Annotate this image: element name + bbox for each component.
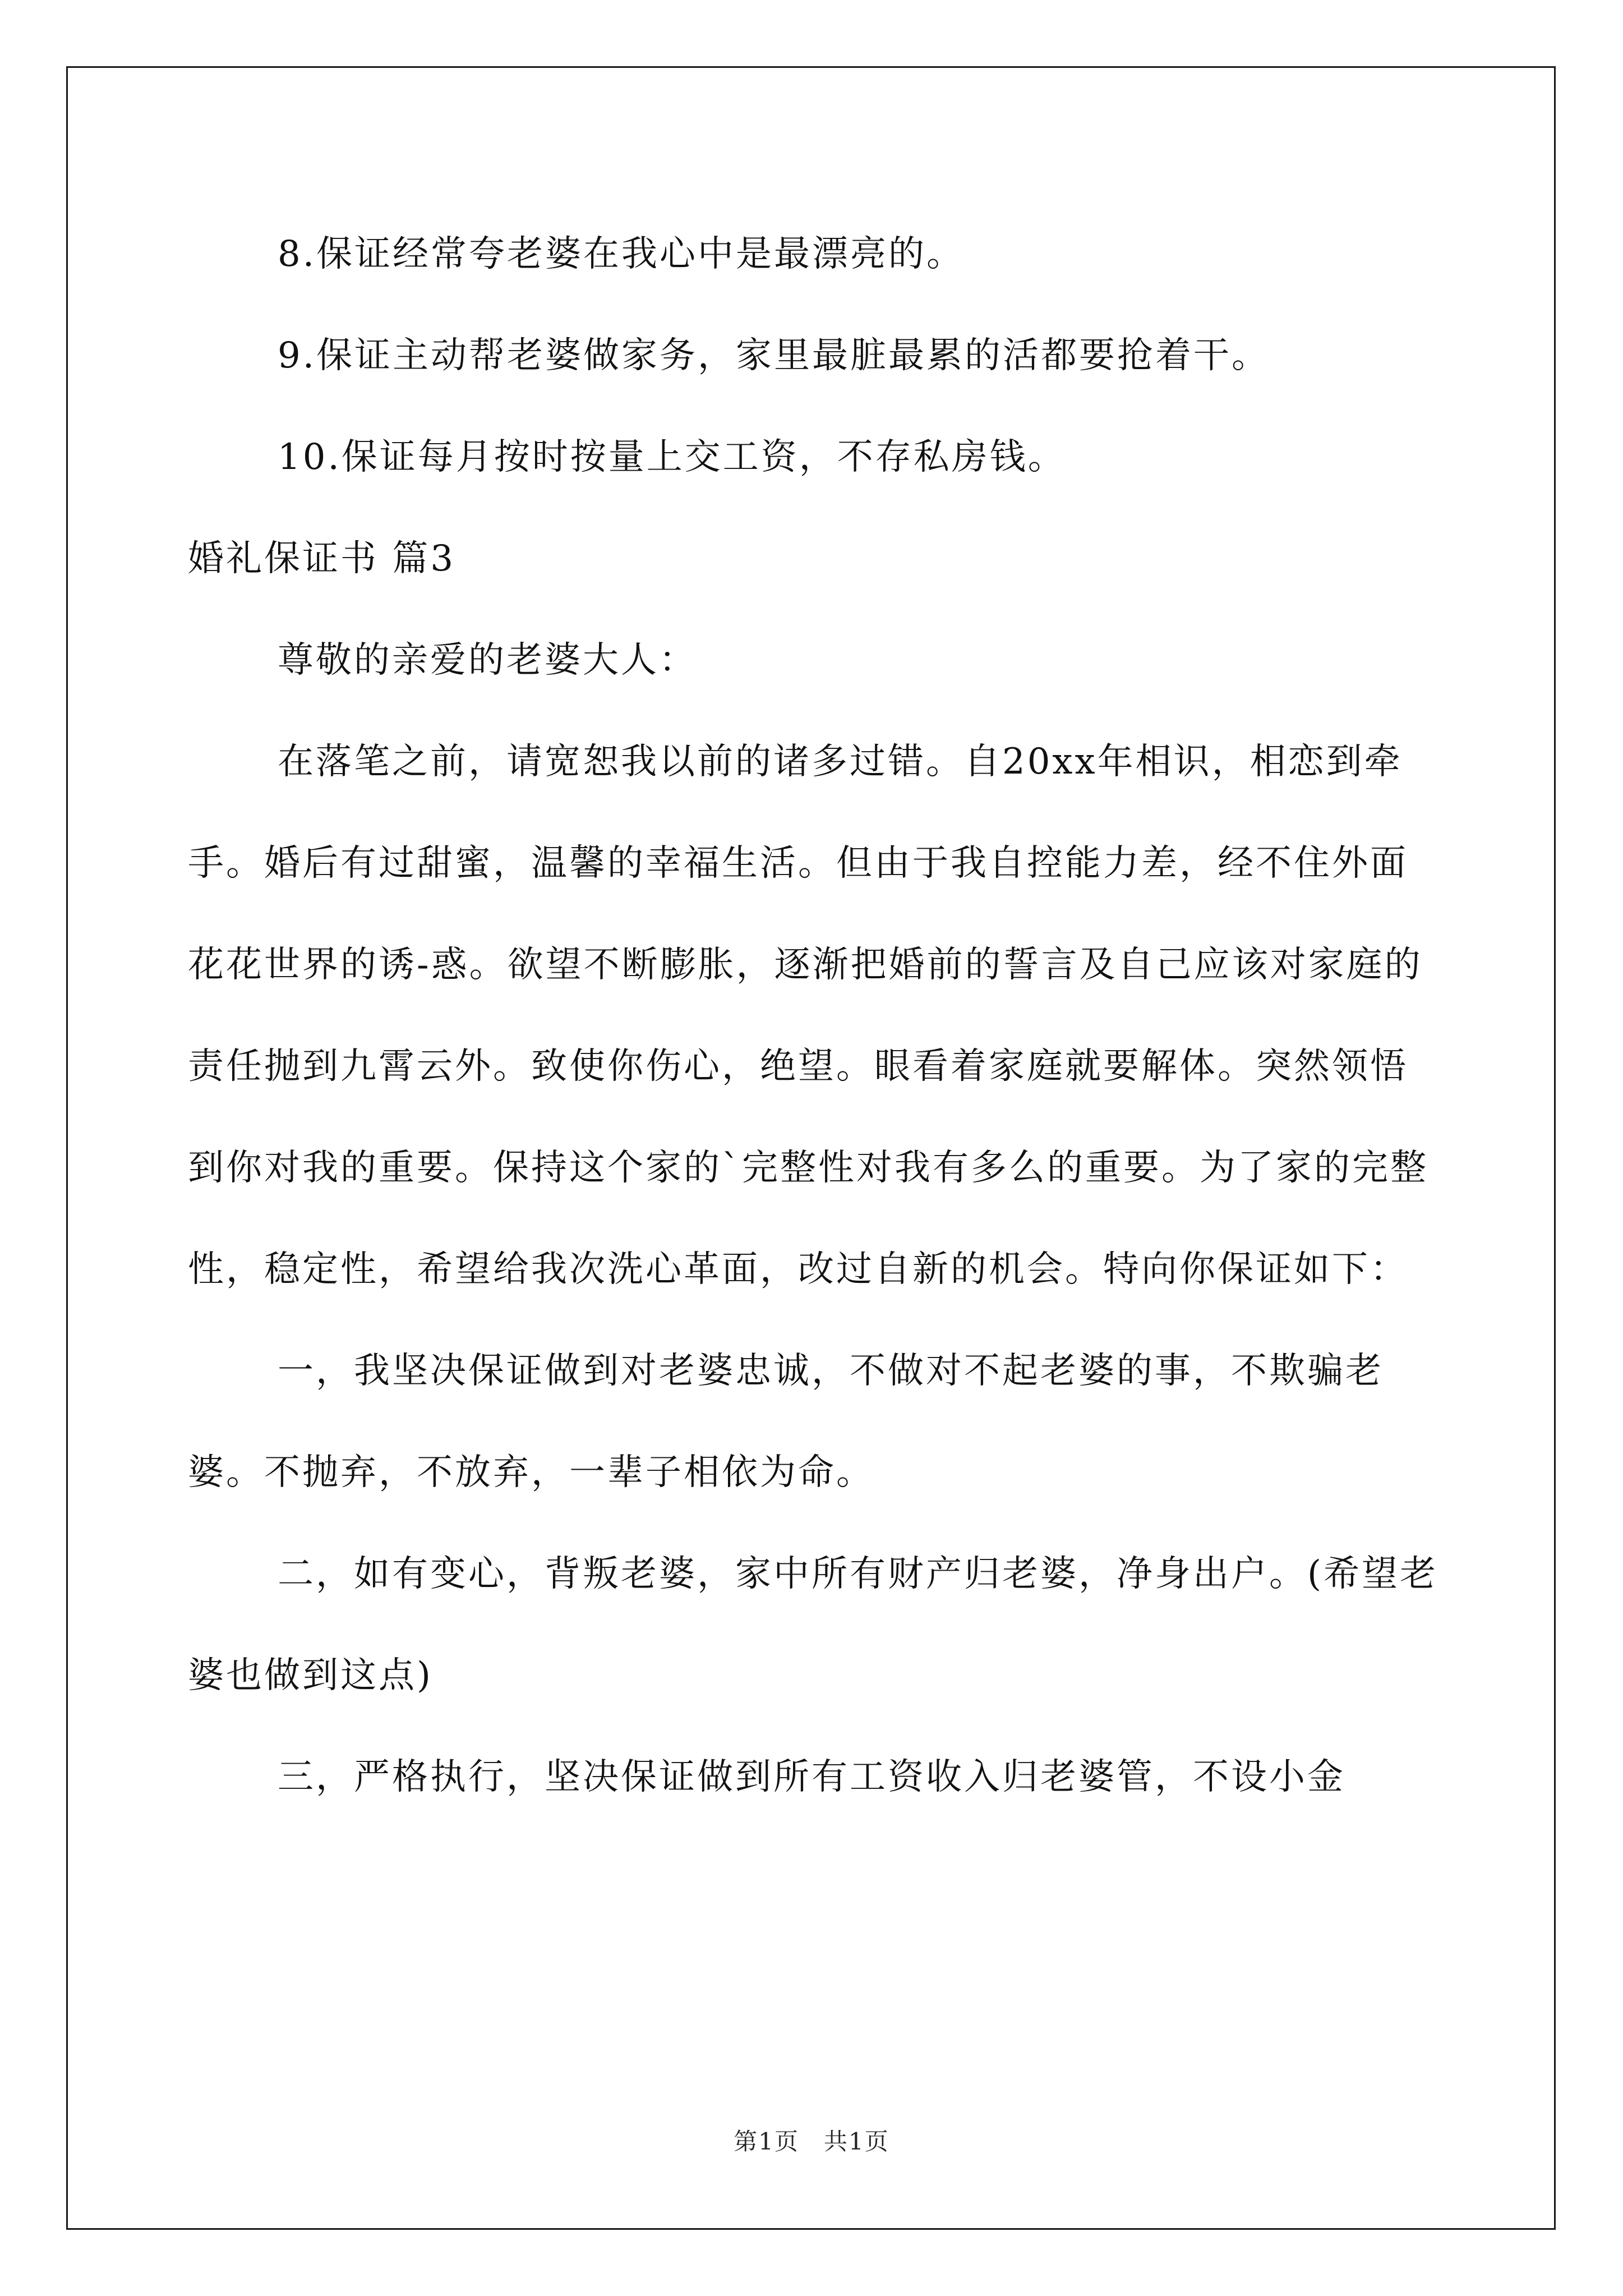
pledge-one: 一，我坚决保证做到对老婆忠诚，不做对不起老婆的事，不欺骗老婆。不抛弃，不放弃，一辈子相依为命。 <box>188 1350 1384 1493</box>
page-number: 第1页 共1页 <box>734 2128 889 2155</box>
salutation: 尊敬的亲爱的老婆大人： <box>278 639 697 681</box>
body-paragraph: 在落笔之前，请宽恕我以前的诸多过错。自20xx年相识，相恋到牵手。婚后有过甜蜜，温馨的幸福生活。但由于我自控能力差，经不住外面花花世界的诱-惑。欲望不断膨胀，逐渐把婚前的誓言及自己应该对家庭的责任抛到九霄云外。致使你伤心，绝望。眼看着家庭就要解体。突然领悟到你对我的重要。保持这个家的`完整性对我有多么的重要。为了家的完整性，稳定性，希望给我次洗心革面，改过自新的机会。特向你保证如下： <box>188 741 1428 1290</box>
pledge-two: 二，如有变心，背叛老婆，家中所有财产归老婆，净身出户。(希望老婆也做到这点) <box>188 1553 1438 1696</box>
pledge-three: 三，严格执行，坚决保证做到所有工资收入归老婆管，不设小金 <box>278 1756 1345 1798</box>
document-body <box>188 204 1438 1828</box>
paragraph-item-8: 8.保证经常夸老婆在我心中是最漂亮的。 <box>278 233 965 275</box>
paragraph-item-10: 10.保证每月按时按量上交工资，不存私房钱。 <box>278 436 1066 478</box>
section-heading: 婚礼保证书 篇3 <box>188 538 456 579</box>
paragraph-item-9: 9.保证主动帮老婆做家务，家里最脏最累的活都要抢着干。 <box>278 335 1270 376</box>
